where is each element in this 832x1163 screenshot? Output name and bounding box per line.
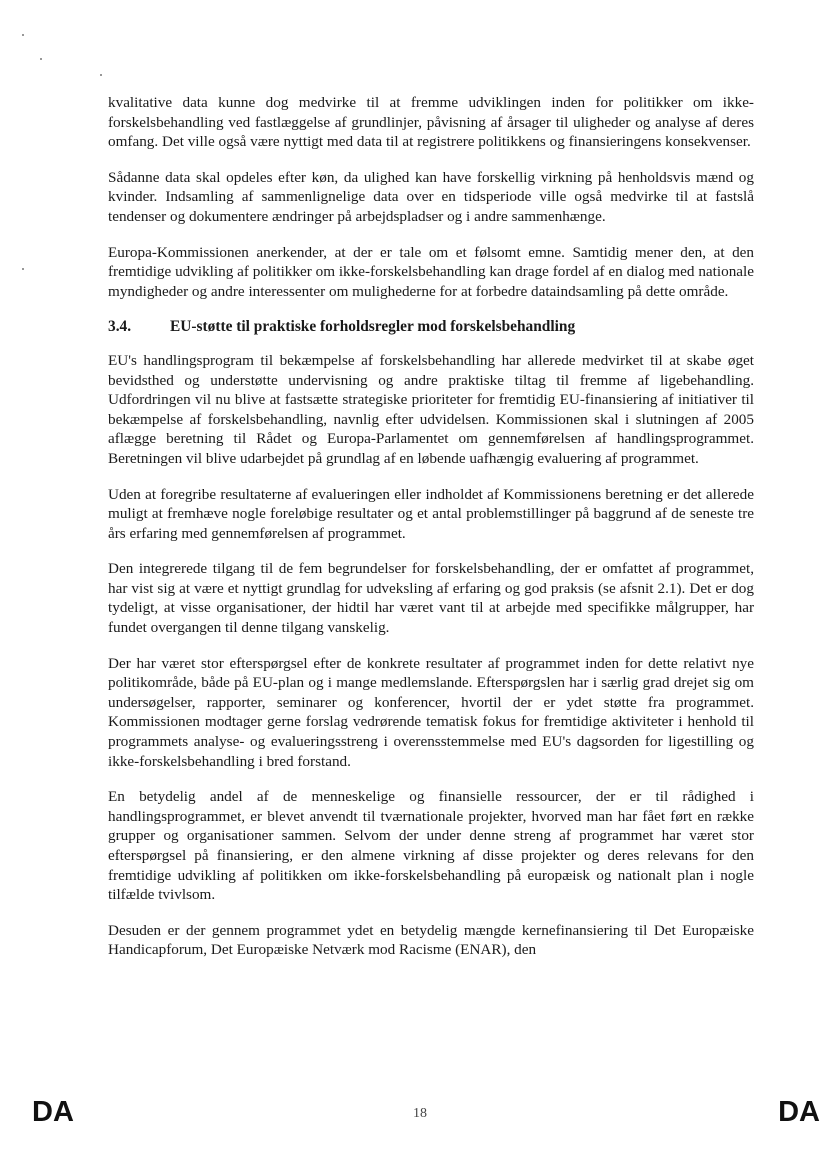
section-heading: [108, 317, 754, 337]
footer-language-code-right: DA: [778, 1096, 820, 1128]
paragraph: kvalitative data kunne dog medvirke til at fremme udviklingen inden for politikker om ikke-forskelsbehandling ved fastlæggelse af grundlinjer, påvisning af årsager til uligheder og analyse af deres omfang. Det ville også være nyttigt med data til at registrere politikkens og finansieringens konsekvenser.: [108, 94, 754, 151]
paragraph: En betydelig andel af de menneskelige og finansielle ressourcer, der er til rådighed i handlingsprogrammet, er blevet anvendt til tværnationale projekter, hvorved man har fået ført en række grupper og organisationer sammen. Selvom der under denne streng af programmet har været stor efterspørgsel på finansiering, er den almene virkning af disse projekter og deres relevans for den fremtidige udvikling af politikken om ikke-forskelsbehandling på europæisk og nationalt plan i nogle tilfælde tvivlsom.: [108, 788, 754, 904]
paragraph: Desuden er der gennem programmet ydet en betydelig mængde kernefinansiering til Det Europæiske Handicapforum, Det Europæiske Netværk mod Racisme (ENAR), den: [108, 921, 754, 959]
paragraph: Uden at foregribe resultaterne af evalueringen eller indholdet af Kommissionens beretning er det allerede muligt at fremhæve nogle foreløbige resultater og et antal problemstillinger på baggrund af de seneste tre års erfaring med gennemførelsen af programmet.: [108, 485, 754, 542]
paragraph: Der har været stor efterspørgsel efter de konkrete resultater af programmet inden for dette relativt nye politikområde, både på EU-plan og i mange medlemslande. Efterspørgslen har i særlig grad drejet sig om undersøgelser, rapporter, seminarer og konferencer, hvortil der er ydet støtte fra programmet. Kommissionen modtager gerne forslag vedrørende tematisk fokus for fremtidige aktiviteter i henhold til programmets analyse- og evalueringsstreng i overensstemmelse med EU's dagsorden for ligestilling og ikke-forskelsbehandling i bred forstand.: [108, 654, 754, 770]
scan-speck: [40, 58, 42, 60]
scan-speck: [22, 268, 24, 270]
section-number: 3.4.: [108, 318, 132, 336]
paragraph: EU's handlingsprogram til bekæmpelse af forskelsbehandling har allerede medvirket til at skabe øget bevidsthed og understøtte undervisning og andre praktiske tiltag til fremme af ligebehandling. Udfordringen vil nu blive at fastsætte strategiske prioriteter for fremtidig EU-finansiering af initiativer til bekæmpelse af forskelsbehandling, navnlig efter udvidelsen. Kommissionen skal i slutningen af 2005 aflægge beretning til Rådet og Europa-Parlamentet om gennemførelsen af handlingsprogrammet. Beretningen vil blive udarbejdet på grundlag af en løbende uafhængig evaluering af programmet.: [108, 351, 754, 467]
footer-language-code-left: DA: [32, 1096, 74, 1128]
document-body: [108, 93, 754, 976]
paragraph: Europa-Kommissionen anerkender, at der er tale om et følsomt emne. Samtidig mener den, at den fremtidige udvikling af politikker om ikke-forskelsbehandling kan drage fordel af en dialog med nationale myndigheder og andre interessenter om mulighederne for at forbedre dataindsamling på dette område.: [108, 243, 754, 300]
paragraph: Den integrerede tilgang til de fem begrundelser for forskelsbehandling, der er omfattet af programmet, har vist sig at være et nyttigt grundlag for udveksling af erfaring og god praksis (se afsnit 2.1). Det er dog tydeligt, at visse organisationer, der hidtil har været vant til at arbejde med specifikke målgrupper, har fundet overgangen til denne tilgang vanskelig.: [108, 560, 754, 637]
page-number: 18: [413, 1106, 427, 1121]
scan-speck: [22, 34, 24, 36]
paragraph: Sådanne data skal opdeles efter køn, da ulighed kan have forskellig virkning på henholdsvis mænd og kvinder. Indsamling af sammenlignelige data over en tidsperiode ville også medvirke til at fastslå tendenser og dokumentere ændringer på arbejdspladser og i andre sammenhænge.: [108, 168, 754, 225]
section-title: EU-støtte til praktiske forholdsregler mod forskelsbehandling: [170, 318, 576, 336]
scan-speck: [100, 74, 102, 76]
